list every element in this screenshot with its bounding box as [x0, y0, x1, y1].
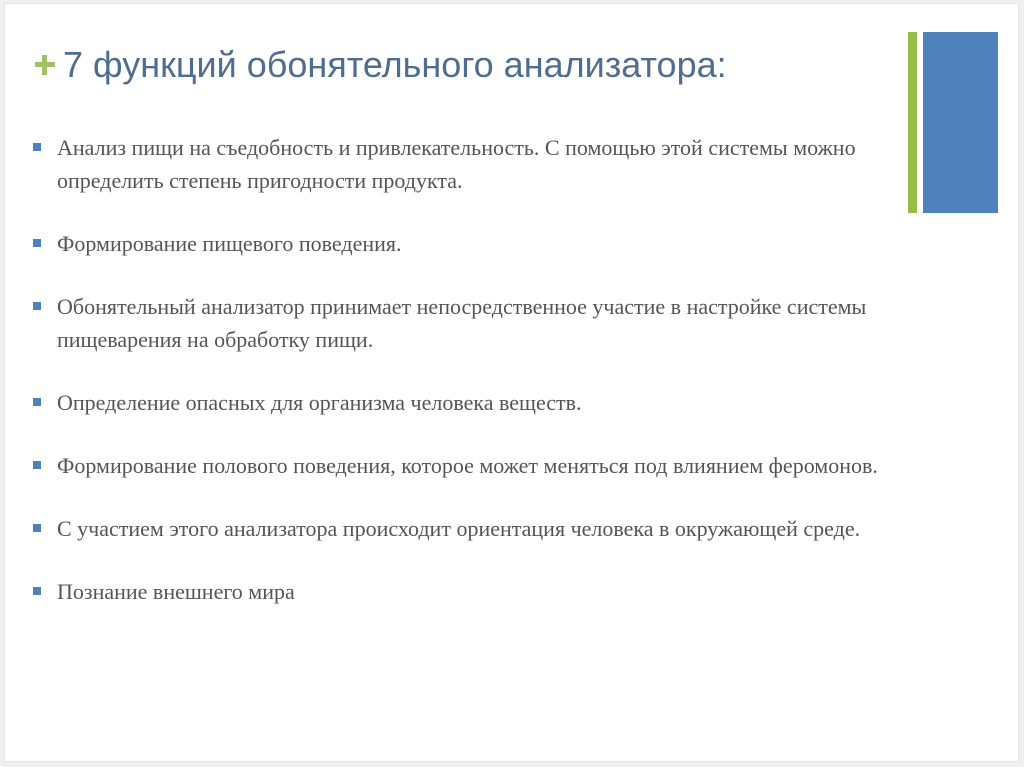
bullet-text: Анализ пищи на съедобность и привлекательность. С помощью этой системы можно определить степень пригодности продукта. — [57, 135, 856, 193]
accent-bar-green — [908, 32, 917, 213]
square-bullet-icon — [33, 461, 41, 469]
square-bullet-icon — [33, 524, 41, 532]
bullet-text: Формирование пищевого поведения. — [57, 231, 402, 256]
bullet-item — [33, 449, 903, 482]
bullet-item — [33, 290, 903, 356]
bullet-text: Познание внешнего мира — [57, 579, 295, 604]
bullet-item — [33, 386, 903, 419]
bullet-item — [33, 131, 903, 197]
square-bullet-icon — [33, 239, 41, 247]
square-bullet-icon — [33, 398, 41, 406]
slide — [4, 3, 1019, 762]
bullet-text: Формирование полового поведения, которое может меняться под влиянием феромонов. — [57, 453, 878, 478]
square-bullet-icon — [33, 587, 41, 595]
plus-icon — [35, 55, 55, 75]
accent-bar-blue — [923, 32, 998, 213]
bullet-list — [33, 131, 903, 638]
bullet-item — [33, 227, 903, 260]
bullet-item — [33, 575, 903, 608]
bullet-text: Обонятельный анализатор принимает непосредственное участие в настройке системы пищеварения на обработку пищи. — [57, 294, 867, 352]
square-bullet-icon — [33, 143, 41, 151]
bullet-text: Определение опасных для организма человека веществ. — [57, 390, 582, 415]
bullet-text: С участием этого анализатора происходит ориентация человека в окружающей среде. — [57, 516, 861, 541]
slide-title: 7 функций обонятельного анализатора: — [63, 44, 727, 85]
bullet-item — [33, 512, 903, 545]
title-row — [35, 40, 727, 90]
square-bullet-icon — [33, 302, 41, 310]
